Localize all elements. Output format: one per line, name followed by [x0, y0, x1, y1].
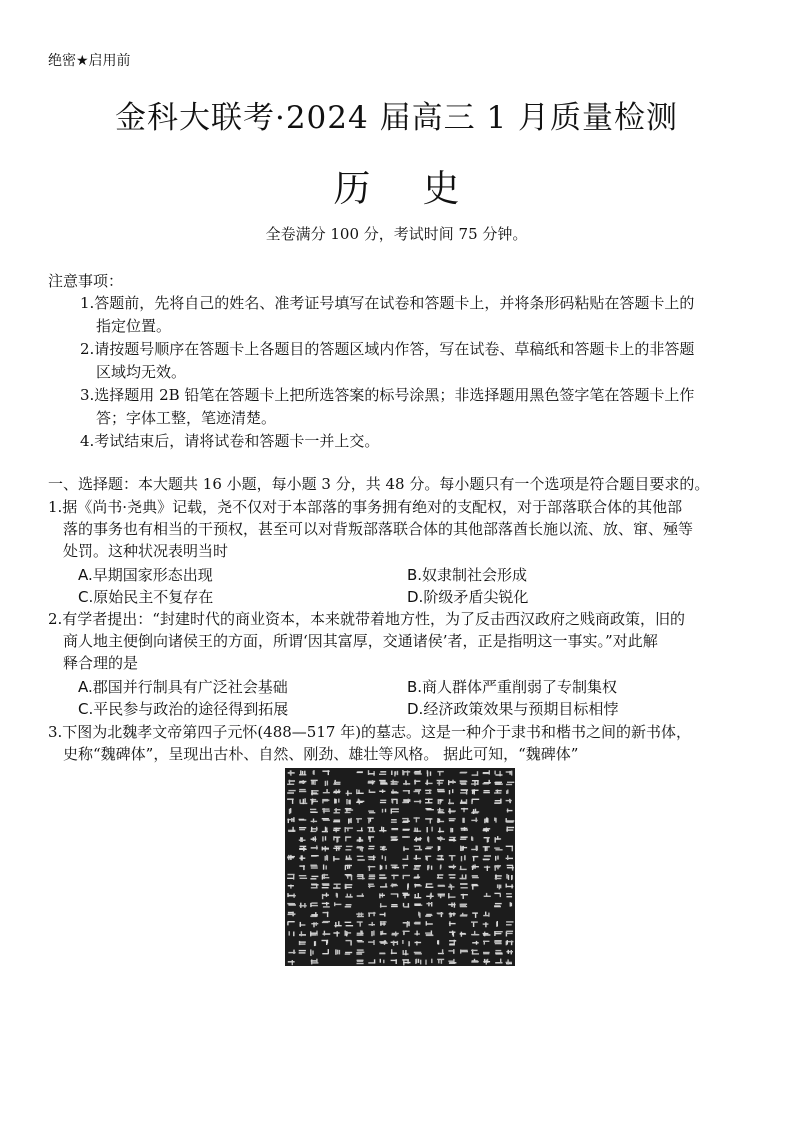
notice-item-4: 4.考试结束后，请将试卷和答题卡一并上交。 [80, 432, 380, 450]
subject-char-2: 史 [422, 167, 460, 210]
question-1-option-a[interactable]: A.早期国家形态出现 [78, 566, 213, 584]
rubbing-glyph-mark [310, 865, 317, 869]
question-3-line-2: 史称“魏碑体”，呈现出古朴、自然、刚劲、雄壮等风格。 据此可知，“魏碑体” [63, 745, 579, 763]
notice-item-2-cont: 区域均无效。 [96, 363, 187, 381]
notice-item-1: 1.答题前，先将自己的姓名、准考证号填写在试卷和答题卡上，并将条形码粘贴在答题卡上的 [80, 294, 695, 312]
rubbing-glyph-mark [460, 772, 468, 774]
rubbing-glyph-mark [449, 837, 456, 842]
rubbing-glyph-mark [379, 953, 385, 955]
rubbing-glyph-mark [462, 818, 464, 823]
epitaph-rubbing-image [285, 768, 515, 966]
rubbing-glyph-mark [510, 902, 512, 906]
rubbing-glyph-mark [437, 789, 445, 792]
rubbing-glyph-mark [357, 771, 363, 773]
question-1-line-3: 处罚。这种状况表明当时 [63, 542, 229, 560]
rubbing-glyph-mark [414, 922, 421, 925]
question-2-line-1: 2.有学者提出：“封建时代的商业资本，本来就带着地方性，为了反击西汉政府之贱商政策，旧的 [48, 610, 685, 628]
question-2-line-2: 商人地主便倒向诸侯王的方面，所谓‘因其富厚，交通诸侯’者，正是指明这一事实。”对此解 [63, 632, 658, 650]
rubbing-glyph-mark [369, 874, 376, 879]
exam-title: 金科大联考·2024 届高三 1 月质量检测 [114, 100, 679, 136]
rubbing-glyph-mark [287, 903, 296, 906]
notice-item-3-cont: 答；字体工整，笔迹清楚。 [96, 409, 277, 427]
question-2-option-d[interactable]: D.经济政策效果与预期目标相悖 [407, 700, 619, 718]
rubbing-glyph-mark [289, 808, 292, 814]
question-1-option-d[interactable]: D.阶级矛盾尖锐化 [407, 588, 529, 606]
rubbing-glyph-mark [460, 904, 467, 908]
question-1-line-1: 1.据《尚书·尧典》记载，尧不仅对于本部落的事务拥有绝对的支配权，对于部落联合体的其他部 [48, 498, 683, 516]
confidential-mark: 绝密★启用前 [48, 53, 131, 69]
notice-title: 注意事项： [48, 272, 124, 290]
question-3-line-1: 3.下图为北魏孝文帝第四子元怀(488—517 年)的墓志。这是一种介于隶书和楷书之间的新书体， [48, 723, 692, 741]
rubbing-glyph-mark [346, 799, 351, 804]
notice-item-2: 2.请按题号顺序在答题卡上各题目的答题区域内作答，写在试卷、草稿纸和答题卡上的非答题 [80, 340, 695, 358]
question-2-option-c[interactable]: C.平民参与政治的途径得到拓展 [78, 700, 289, 718]
rubbing-glyph-mark [391, 828, 398, 830]
rubbing-glyph-mark [414, 770, 422, 774]
notice-item-3: 3.选择题用 2B 铅笔在答题卡上把所选答案的标号涂黑；非选择题用黑色签字笔在答题卡上作 [80, 386, 695, 404]
rubbing-glyph-mark [450, 828, 453, 832]
rubbing-glyph-mark [483, 952, 490, 955]
question-2-option-b[interactable]: B.商人群体严重削弱了专制集权 [407, 678, 618, 696]
rubbing-glyph-mark [437, 940, 439, 944]
subject-title [0, 158, 793, 212]
section-header: 一、选择题：本大题共 16 小题，每小题 3 分，共 48 分。每小题只有一个选项是符合题目要求的。 [48, 475, 710, 493]
rubbing-glyph-mark [314, 941, 316, 946]
notice-item-1-cont: 指定位置。 [96, 317, 172, 335]
rubbing-glyph-mark [322, 883, 330, 888]
rubbing-graphic [285, 768, 515, 966]
rubbing-glyph-mark [402, 836, 410, 837]
question-2-option-a[interactable]: A.郡国并行制具有广泛社会基础 [78, 678, 288, 696]
rubbing-glyph-mark [414, 952, 422, 955]
question-1-option-b[interactable]: B.奴隶制社会形成 [407, 566, 528, 584]
question-2-line-3: 释合理的是 [63, 654, 139, 672]
rubbing-glyph-mark [494, 940, 502, 944]
rubbing-glyph-mark [438, 885, 446, 887]
question-1-line-2: 落的事务也有相当的干预权，甚至可以对背叛部落联合体的其他部落酋长施以流、放、窜、殛等 [63, 520, 694, 538]
rubbing-glyph-mark [299, 770, 306, 775]
question-1-option-c[interactable]: C.原始民主不复存在 [78, 588, 214, 606]
rubbing-glyph-mark [403, 829, 410, 831]
score-info: 全卷满分 100 分，考试时间 75 分钟。 [265, 225, 528, 243]
rubbing-glyph-mark [313, 770, 315, 775]
rubbing-glyph-mark [335, 949, 340, 954]
subject-char-1: 历 [333, 167, 371, 210]
